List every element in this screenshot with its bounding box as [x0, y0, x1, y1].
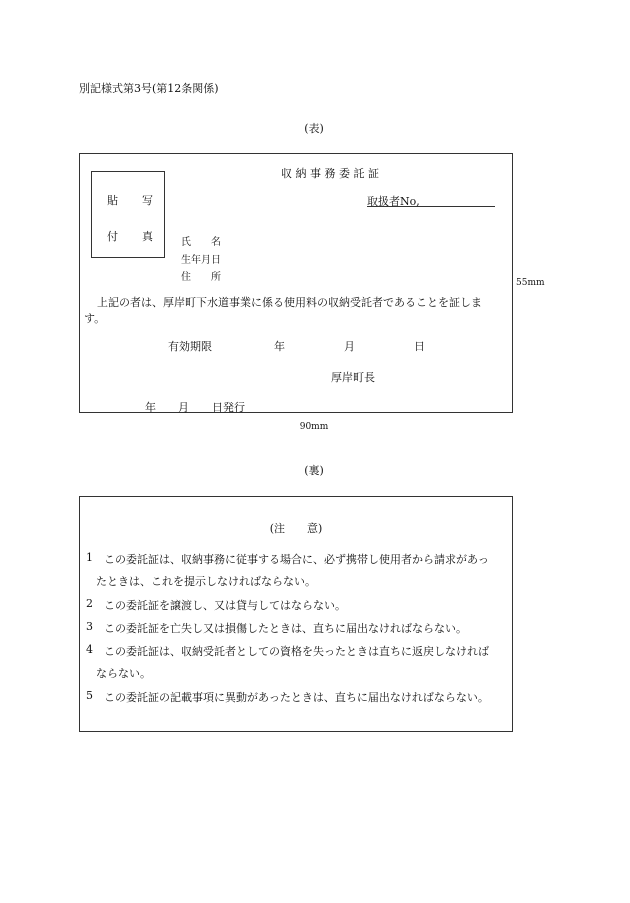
front-side-label: (表) [304, 122, 324, 135]
note-number: 2 [86, 597, 93, 610]
validity-year: 年 [274, 340, 285, 353]
validity-month: 月 [344, 340, 355, 353]
validity-day: 日 [414, 340, 425, 353]
note-line: ならない。 [96, 667, 151, 680]
height-dimension: 55mm [516, 278, 545, 288]
note-line: この委託証は、収納受託者としての資格を失ったときは直ちに返戻しなければ [104, 645, 489, 658]
form-label: 別記様式第3号(第12条関係) [79, 82, 219, 95]
handler-no-line [367, 206, 495, 207]
note-line: この委託証の記載事項に異動があったときは、直ちに届出なければならない。 [104, 691, 489, 704]
note-number: 4 [86, 643, 93, 656]
card-title: 収 納 事 務 委 託 証 [281, 167, 379, 180]
photo-label-bottom-left: 付 [107, 230, 118, 243]
field-name-label: 氏 名 [181, 237, 221, 248]
note-line: この委託証は、収納事務に従事する場合に、必ず携帯し使用者から請求があっ [104, 553, 489, 566]
photo-label-bottom-right: 真 [142, 230, 153, 243]
issue-year: 年 [145, 401, 156, 414]
field-birthdate-label: 生年月日 [181, 255, 221, 266]
certification-line1: 上記の者は、厚岸町下水道事業に係る使用料の収納受託者であることを証しま [97, 296, 482, 309]
issuer: 厚岸町長 [331, 371, 375, 384]
note-line: たときは、これを提示しなければならない。 [96, 575, 316, 588]
photo-label-top-left: 貼 [107, 194, 118, 207]
note-number: 1 [86, 551, 93, 564]
back-side-label: (裏) [304, 464, 324, 477]
validity-label: 有効期限 [168, 340, 212, 353]
certification-line2: す。 [84, 312, 106, 325]
issue-day-label: 日発行 [212, 401, 245, 414]
note-number: 3 [86, 620, 93, 633]
note-number: 5 [86, 689, 93, 702]
field-address-label: 住 所 [181, 272, 221, 283]
handler-no-label: 取扱者No, [367, 195, 420, 208]
photo-box [91, 171, 165, 258]
notes-title: (注 意) [269, 522, 323, 535]
note-line: この委託証を亡失し又は損傷したときは、直ちに届出なければならない。 [104, 622, 467, 635]
width-dimension: 90mm [299, 422, 329, 432]
photo-label-top-right: 写 [142, 194, 153, 207]
issue-month: 月 [178, 401, 189, 414]
note-line: この委託証を譲渡し、又は貸与してはならない。 [104, 599, 346, 612]
